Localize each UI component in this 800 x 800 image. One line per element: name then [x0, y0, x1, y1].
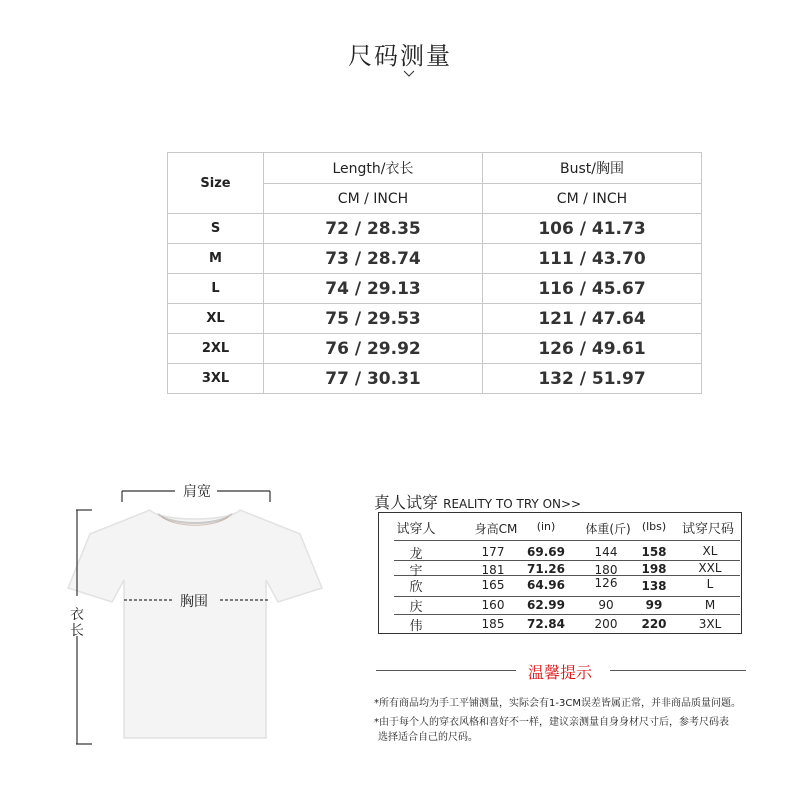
try-header-weight-lbs: (lbs) [641, 520, 667, 533]
try-weight-jin: 90 [598, 598, 614, 612]
bust-cell: 111 / 43.70 [483, 244, 702, 274]
try-weight-lbs: 138 [641, 579, 667, 593]
try-size: 3XL [698, 617, 722, 631]
try-person: 宇 [409, 564, 423, 579]
divider [394, 540, 740, 541]
divider [394, 596, 740, 597]
length-cell: 72 / 28.35 [264, 214, 483, 244]
table-row [168, 274, 702, 304]
table-row [168, 334, 702, 364]
try-header-height-cm: 身高CM [474, 522, 518, 536]
length-cell: 76 / 29.92 [264, 334, 483, 364]
try-on-title [374, 490, 581, 513]
try-height-in: 62.99 [527, 598, 565, 612]
try-weight-jin: 180 [594, 563, 618, 577]
size-cell: S [168, 214, 264, 244]
try-weight-jin: 144 [594, 545, 618, 559]
bust-cell: 116 / 45.67 [483, 274, 702, 304]
bust-cell: 126 / 49.61 [483, 334, 702, 364]
length-cell: 73 / 28.74 [264, 244, 483, 274]
length-cell: 75 / 29.53 [264, 304, 483, 334]
try-person: 庆 [409, 600, 423, 615]
table-row [168, 304, 702, 334]
try-person: 龙 [409, 547, 423, 562]
try-header-weight-jin: 体重(斤) [585, 522, 631, 536]
length-cell: 77 / 30.31 [264, 364, 483, 394]
divider [394, 614, 740, 615]
divider [610, 670, 746, 671]
try-weight-lbs: 198 [641, 562, 667, 576]
try-height-cm: 185 [481, 617, 505, 631]
tip-note-2: *由于每个人的穿衣风格和喜好不一样，建议亲测量自身身材尺寸后，参考尺码表 [374, 717, 729, 728]
try-header-size: 试穿尺码 [681, 522, 734, 537]
try-height-in: 72.84 [527, 617, 565, 631]
tshirt-illustration [60, 470, 350, 760]
size-cell: 2XL [168, 334, 264, 364]
size-table [167, 152, 702, 394]
length-header: Length/衣长 [264, 153, 483, 184]
bust-header: Bust/胸围 [483, 153, 702, 184]
try-weight-jin: 126 [594, 576, 618, 590]
size-header: Size [168, 153, 264, 214]
chevron-down-icon [403, 68, 415, 80]
bust-cell: 121 / 47.64 [483, 304, 702, 334]
bust-unit-label: CM / INCH [483, 184, 702, 214]
size-cell: L [168, 274, 264, 304]
tips-title: 温馨提示 [528, 663, 593, 682]
try-header-person: 试穿人 [396, 522, 436, 537]
try-height-cm: 160 [481, 598, 505, 612]
length-label-top: 衣 [70, 607, 84, 623]
try-size: M [704, 598, 716, 612]
try-size: XXL [698, 561, 722, 575]
try-height-cm: 181 [481, 563, 505, 577]
size-cell: 3XL [168, 364, 264, 394]
try-person: 欣 [409, 580, 423, 595]
bust-cell: 132 / 51.97 [483, 364, 702, 394]
shoulder-label: 肩宽 [183, 484, 211, 500]
try-header-height-in: (in) [536, 520, 556, 533]
try-on-title-en: REALITY TO TRY ON>> [443, 497, 582, 511]
try-size: L [706, 577, 714, 591]
size-cell: M [168, 244, 264, 274]
chest-label: 胸围 [180, 594, 208, 610]
try-weight-lbs: 99 [645, 598, 663, 612]
try-weight-lbs: 158 [641, 545, 667, 559]
try-weight-jin: 200 [594, 617, 618, 631]
page-title: 尺码测量 [348, 42, 452, 70]
length-unit-label: CM / INCH [264, 184, 483, 214]
tip-note-3: 选择适合自己的尺码。 [378, 732, 478, 743]
table-row [168, 214, 702, 244]
try-height-in: 69.69 [527, 545, 565, 559]
bust-cell: 106 / 41.73 [483, 214, 702, 244]
table-row [168, 364, 702, 394]
try-person: 伟 [409, 619, 423, 634]
try-height-cm: 177 [481, 545, 505, 559]
try-weight-lbs: 220 [641, 617, 667, 631]
tip-note-1: *所有商品均为手工平铺测量，实际会有1-3CM误差皆属正常，并非商品质量问题。 [374, 698, 741, 709]
try-size: XL [702, 544, 718, 558]
table-row [168, 244, 702, 274]
length-label-bottom: 长 [70, 623, 84, 639]
divider [376, 670, 516, 671]
try-height-in: 71.26 [527, 562, 565, 576]
try-height-cm: 165 [481, 578, 505, 592]
length-cell: 74 / 29.13 [264, 274, 483, 304]
try-on-title-cn: 真人试穿 [374, 493, 439, 512]
try-height-in: 64.96 [527, 578, 565, 592]
size-cell: XL [168, 304, 264, 334]
